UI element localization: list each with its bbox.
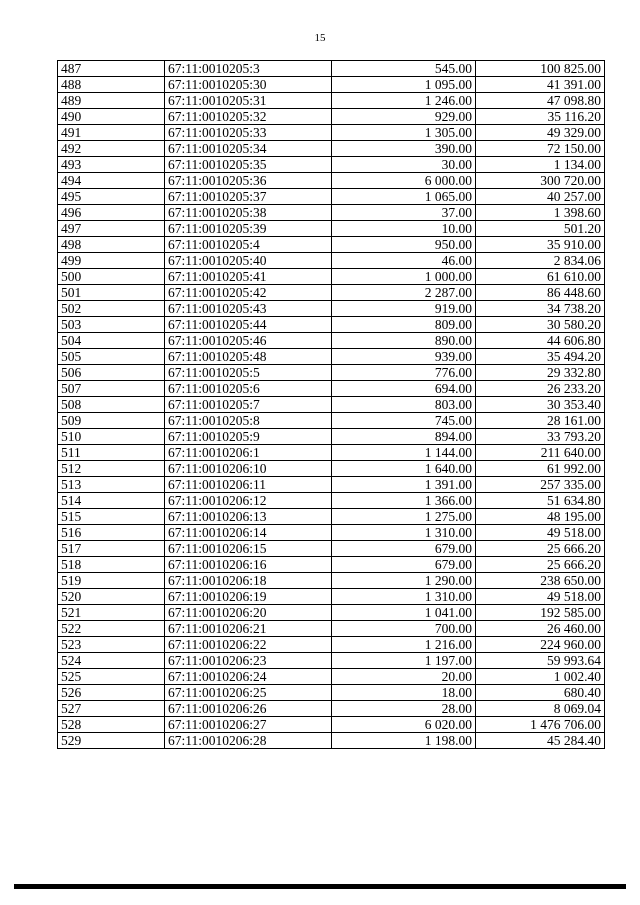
row-number-cell: 524 <box>58 653 165 669</box>
row-number-cell: 510 <box>58 429 165 445</box>
table-row <box>58 557 605 573</box>
area-cell: 30.00 <box>332 157 476 173</box>
cadastral-value-cell: 61 992.00 <box>476 461 605 477</box>
cadastral-value-cell: 86 448.60 <box>476 285 605 301</box>
cadastral-number-cell: 67:11:0010205:9 <box>165 429 332 445</box>
row-number-cell: 517 <box>58 541 165 557</box>
cadastral-value-cell: 51 634.80 <box>476 493 605 509</box>
table-row <box>58 637 605 653</box>
area-cell: 803.00 <box>332 397 476 413</box>
row-number-cell: 490 <box>58 109 165 125</box>
table-row <box>58 605 605 621</box>
table-row <box>58 61 605 77</box>
table-row <box>58 141 605 157</box>
cadastral-value-cell: 26 460.00 <box>476 621 605 637</box>
table-row <box>58 317 605 333</box>
row-number-cell: 511 <box>58 445 165 461</box>
cadastral-value-cell: 48 195.00 <box>476 509 605 525</box>
table-row <box>58 349 605 365</box>
area-cell: 700.00 <box>332 621 476 637</box>
area-cell: 679.00 <box>332 557 476 573</box>
cadastral-number-cell: 67:11:0010206:11 <box>165 477 332 493</box>
cadastral-number-cell: 67:11:0010206:13 <box>165 509 332 525</box>
cadastral-number-cell: 67:11:0010206:18 <box>165 573 332 589</box>
table-row <box>58 541 605 557</box>
area-cell: 6 000.00 <box>332 173 476 189</box>
row-number-cell: 509 <box>58 413 165 429</box>
cadastral-value-cell: 29 332.80 <box>476 365 605 381</box>
cadastral-value-cell: 238 650.00 <box>476 573 605 589</box>
row-number-cell: 496 <box>58 205 165 221</box>
table-row <box>58 493 605 509</box>
cadastral-value-cell: 59 993.64 <box>476 653 605 669</box>
cadastral-number-cell: 67:11:0010206:21 <box>165 621 332 637</box>
area-cell: 939.00 <box>332 349 476 365</box>
table-row <box>58 205 605 221</box>
area-cell: 679.00 <box>332 541 476 557</box>
row-number-cell: 522 <box>58 621 165 637</box>
cadastral-value-cell: 41 391.00 <box>476 77 605 93</box>
cadastral-number-cell: 67:11:0010205:5 <box>165 365 332 381</box>
row-number-cell: 512 <box>58 461 165 477</box>
cadastral-value-cell: 211 640.00 <box>476 445 605 461</box>
cadastral-number-cell: 67:11:0010206:12 <box>165 493 332 509</box>
cadastral-value-cell: 45 284.40 <box>476 733 605 749</box>
cadastral-value-cell: 30 353.40 <box>476 397 605 413</box>
cadastral-number-cell: 67:11:0010206:22 <box>165 637 332 653</box>
row-number-cell: 513 <box>58 477 165 493</box>
cadastral-number-cell: 67:11:0010205:39 <box>165 221 332 237</box>
page-number: 15 <box>314 32 326 44</box>
cadastral-number-cell: 67:11:0010205:7 <box>165 397 332 413</box>
area-cell: 1 000.00 <box>332 269 476 285</box>
area-cell: 1 065.00 <box>332 189 476 205</box>
cadastral-value-cell: 28 161.00 <box>476 413 605 429</box>
cadastral-number-cell: 67:11:0010205:37 <box>165 189 332 205</box>
row-number-cell: 521 <box>58 605 165 621</box>
cadastral-value-table <box>57 60 605 749</box>
row-number-cell: 528 <box>58 717 165 733</box>
row-number-cell: 525 <box>58 669 165 685</box>
table-row <box>58 653 605 669</box>
area-cell: 1 197.00 <box>332 653 476 669</box>
cadastral-value-cell: 1 134.00 <box>476 157 605 173</box>
row-number-cell: 503 <box>58 317 165 333</box>
table-row <box>58 701 605 717</box>
cadastral-number-cell: 67:11:0010205:41 <box>165 269 332 285</box>
cadastral-number-cell: 67:11:0010206:10 <box>165 461 332 477</box>
table-row <box>58 477 605 493</box>
row-number-cell: 487 <box>58 61 165 77</box>
row-number-cell: 489 <box>58 93 165 109</box>
row-number-cell: 502 <box>58 301 165 317</box>
cadastral-number-cell: 67:11:0010206:1 <box>165 445 332 461</box>
area-cell: 1 310.00 <box>332 525 476 541</box>
table-row <box>58 589 605 605</box>
area-cell: 46.00 <box>332 253 476 269</box>
table-row <box>58 717 605 733</box>
area-cell: 919.00 <box>332 301 476 317</box>
cadastral-value-cell: 1 002.40 <box>476 669 605 685</box>
row-number-cell: 523 <box>58 637 165 653</box>
table-row <box>58 461 605 477</box>
area-cell: 390.00 <box>332 141 476 157</box>
row-number-cell: 508 <box>58 397 165 413</box>
table-row <box>58 269 605 285</box>
table-row <box>58 397 605 413</box>
row-number-cell: 492 <box>58 141 165 157</box>
row-number-cell: 497 <box>58 221 165 237</box>
cadastral-number-cell: 67:11:0010205:8 <box>165 413 332 429</box>
area-cell: 1 640.00 <box>332 461 476 477</box>
cadastral-number-cell: 67:11:0010205:38 <box>165 205 332 221</box>
cadastral-value-cell: 35 116.20 <box>476 109 605 125</box>
area-cell: 1 041.00 <box>332 605 476 621</box>
area-cell: 1 144.00 <box>332 445 476 461</box>
cadastral-number-cell: 67:11:0010205:33 <box>165 125 332 141</box>
cadastral-value-cell: 72 150.00 <box>476 141 605 157</box>
row-number-cell: 515 <box>58 509 165 525</box>
cadastral-value-cell: 49 329.00 <box>476 125 605 141</box>
row-number-cell: 527 <box>58 701 165 717</box>
table-row <box>58 301 605 317</box>
cadastral-value-cell: 30 580.20 <box>476 317 605 333</box>
cadastral-value-cell: 47 098.80 <box>476 93 605 109</box>
cadastral-value-cell: 8 069.04 <box>476 701 605 717</box>
cadastral-value-cell: 33 793.20 <box>476 429 605 445</box>
area-cell: 745.00 <box>332 413 476 429</box>
area-cell: 1 305.00 <box>332 125 476 141</box>
area-cell: 18.00 <box>332 685 476 701</box>
cadastral-number-cell: 67:11:0010205:46 <box>165 333 332 349</box>
cadastral-value-cell: 100 825.00 <box>476 61 605 77</box>
cadastral-value-cell: 49 518.00 <box>476 525 605 541</box>
cadastral-number-cell: 67:11:0010205:35 <box>165 157 332 173</box>
cadastral-value-cell: 300 720.00 <box>476 173 605 189</box>
cadastral-number-cell: 67:11:0010206:16 <box>165 557 332 573</box>
row-number-cell: 514 <box>58 493 165 509</box>
cadastral-number-cell: 67:11:0010205:43 <box>165 301 332 317</box>
table-row <box>58 333 605 349</box>
cadastral-number-cell: 67:11:0010205:3 <box>165 61 332 77</box>
table-row <box>58 429 605 445</box>
table-row <box>58 381 605 397</box>
table-row <box>58 109 605 125</box>
cadastral-value-cell: 40 257.00 <box>476 189 605 205</box>
area-cell: 890.00 <box>332 333 476 349</box>
area-cell: 6 020.00 <box>332 717 476 733</box>
area-cell: 20.00 <box>332 669 476 685</box>
row-number-cell: 507 <box>58 381 165 397</box>
cadastral-number-cell: 67:11:0010206:26 <box>165 701 332 717</box>
cadastral-value-cell: 501.20 <box>476 221 605 237</box>
table-row <box>58 157 605 173</box>
area-cell: 1 275.00 <box>332 509 476 525</box>
cadastral-value-cell: 35 910.00 <box>476 237 605 253</box>
table-row <box>58 573 605 589</box>
cadastral-value-cell: 2 834.06 <box>476 253 605 269</box>
area-cell: 1 366.00 <box>332 493 476 509</box>
area-cell: 929.00 <box>332 109 476 125</box>
area-cell: 809.00 <box>332 317 476 333</box>
row-number-cell: 505 <box>58 349 165 365</box>
area-cell: 37.00 <box>332 205 476 221</box>
row-number-cell: 526 <box>58 685 165 701</box>
area-cell: 1 216.00 <box>332 637 476 653</box>
row-number-cell: 518 <box>58 557 165 573</box>
cadastral-value-cell: 257 335.00 <box>476 477 605 493</box>
table-row <box>58 125 605 141</box>
cadastral-number-cell: 67:11:0010205:44 <box>165 317 332 333</box>
table-row <box>58 733 605 749</box>
footer-rule <box>14 884 626 889</box>
table-row <box>58 509 605 525</box>
row-number-cell: 499 <box>58 253 165 269</box>
area-cell: 545.00 <box>332 61 476 77</box>
table-row <box>58 93 605 109</box>
area-cell: 1 391.00 <box>332 477 476 493</box>
row-number-cell: 501 <box>58 285 165 301</box>
table-body <box>58 61 605 749</box>
cadastral-value-cell: 680.40 <box>476 685 605 701</box>
cadastral-value-cell: 1 398.60 <box>476 205 605 221</box>
row-number-cell: 516 <box>58 525 165 541</box>
row-number-cell: 494 <box>58 173 165 189</box>
area-cell: 1 198.00 <box>332 733 476 749</box>
cadastral-value-cell: 44 606.80 <box>476 333 605 349</box>
table-row <box>58 285 605 301</box>
table-row <box>58 525 605 541</box>
table-row <box>58 621 605 637</box>
cadastral-value-cell: 25 666.20 <box>476 541 605 557</box>
cadastral-value-cell: 192 585.00 <box>476 605 605 621</box>
table-row <box>58 669 605 685</box>
area-cell: 1 310.00 <box>332 589 476 605</box>
cadastral-value-cell: 49 518.00 <box>476 589 605 605</box>
cadastral-number-cell: 67:11:0010205:34 <box>165 141 332 157</box>
cadastral-number-cell: 67:11:0010206:25 <box>165 685 332 701</box>
cadastral-number-cell: 67:11:0010206:24 <box>165 669 332 685</box>
row-number-cell: 495 <box>58 189 165 205</box>
cadastral-number-cell: 67:11:0010206:19 <box>165 589 332 605</box>
area-cell: 1 095.00 <box>332 77 476 93</box>
table-row <box>58 445 605 461</box>
cadastral-number-cell: 67:11:0010206:23 <box>165 653 332 669</box>
cadastral-value-cell: 1 476 706.00 <box>476 717 605 733</box>
cadastral-value-cell: 224 960.00 <box>476 637 605 653</box>
cadastral-number-cell: 67:11:0010206:20 <box>165 605 332 621</box>
cadastral-number-cell: 67:11:0010205:30 <box>165 77 332 93</box>
area-cell: 1 290.00 <box>332 573 476 589</box>
cadastral-number-cell: 67:11:0010205:4 <box>165 237 332 253</box>
row-number-cell: 498 <box>58 237 165 253</box>
table-row <box>58 413 605 429</box>
cadastral-value-cell: 25 666.20 <box>476 557 605 573</box>
row-number-cell: 529 <box>58 733 165 749</box>
cadastral-number-cell: 67:11:0010206:14 <box>165 525 332 541</box>
area-cell: 28.00 <box>332 701 476 717</box>
cadastral-number-cell: 67:11:0010205:6 <box>165 381 332 397</box>
area-cell: 776.00 <box>332 365 476 381</box>
row-number-cell: 504 <box>58 333 165 349</box>
cadastral-number-cell: 67:11:0010206:15 <box>165 541 332 557</box>
row-number-cell: 506 <box>58 365 165 381</box>
cadastral-number-cell: 67:11:0010205:48 <box>165 349 332 365</box>
table-row <box>58 685 605 701</box>
cadastral-value-cell: 61 610.00 <box>476 269 605 285</box>
cadastral-number-cell: 67:11:0010206:27 <box>165 717 332 733</box>
row-number-cell: 519 <box>58 573 165 589</box>
area-cell: 2 287.00 <box>332 285 476 301</box>
area-cell: 894.00 <box>332 429 476 445</box>
row-number-cell: 488 <box>58 77 165 93</box>
row-number-cell: 493 <box>58 157 165 173</box>
cadastral-value-cell: 26 233.20 <box>476 381 605 397</box>
cadastral-value-cell: 35 494.20 <box>476 349 605 365</box>
cadastral-number-cell: 67:11:0010205:42 <box>165 285 332 301</box>
cadastral-number-cell: 67:11:0010205:31 <box>165 93 332 109</box>
cadastral-number-cell: 67:11:0010205:32 <box>165 109 332 125</box>
table-row <box>58 77 605 93</box>
row-number-cell: 500 <box>58 269 165 285</box>
row-number-cell: 520 <box>58 589 165 605</box>
area-cell: 10.00 <box>332 221 476 237</box>
area-cell: 950.00 <box>332 237 476 253</box>
cadastral-number-cell: 67:11:0010205:36 <box>165 173 332 189</box>
cadastral-value-cell: 34 738.20 <box>476 301 605 317</box>
table-row <box>58 221 605 237</box>
table-row <box>58 237 605 253</box>
cadastral-number-cell: 67:11:0010205:40 <box>165 253 332 269</box>
table-row <box>58 365 605 381</box>
area-cell: 694.00 <box>332 381 476 397</box>
table-row <box>58 173 605 189</box>
table-row <box>58 189 605 205</box>
table-row <box>58 253 605 269</box>
row-number-cell: 491 <box>58 125 165 141</box>
area-cell: 1 246.00 <box>332 93 476 109</box>
cadastral-number-cell: 67:11:0010206:28 <box>165 733 332 749</box>
